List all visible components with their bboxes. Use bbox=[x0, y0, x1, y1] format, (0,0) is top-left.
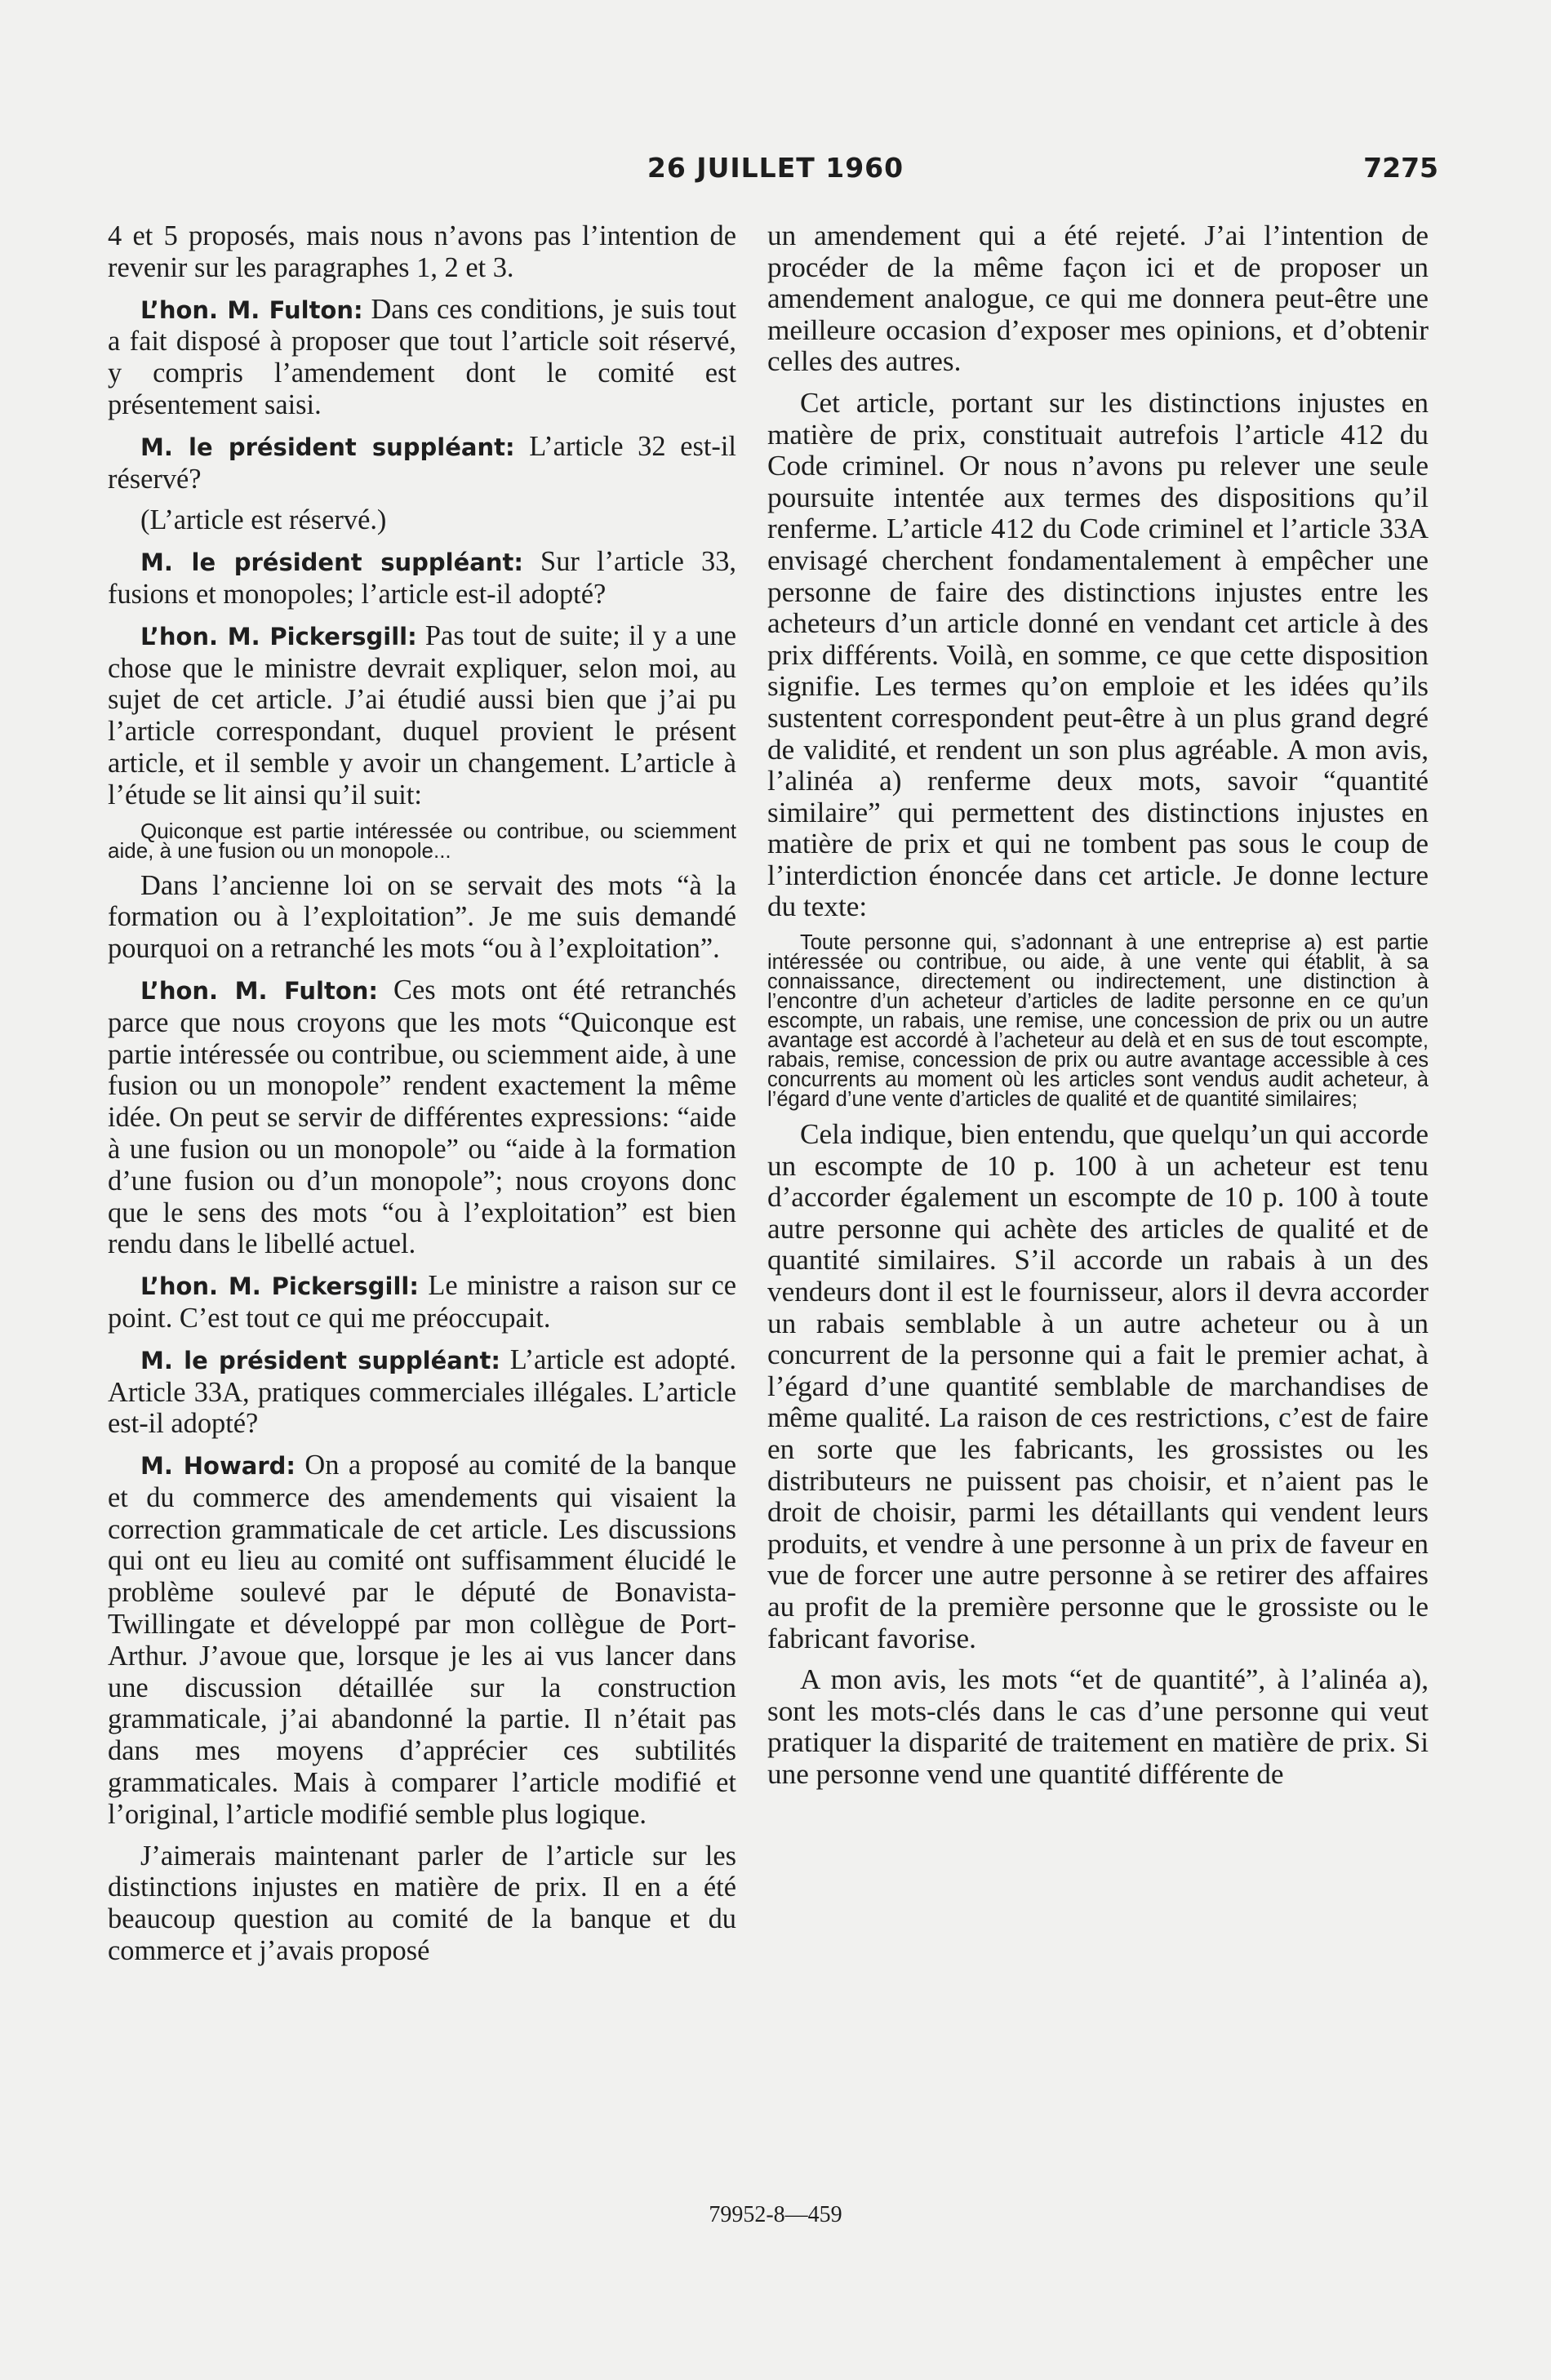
speaker-name: L’hon. M. Pickersgill: bbox=[140, 1272, 419, 1301]
paragraph: Cela indique, bien entendu, que quelqu’un qui accorde un escompte de 10 p. 100 à un acheteur est tenu d’accorder également un escompte de 10 p. 100 à toute autre personne qui achète des articles de qualité et de quantité similaires. S’il accorde un rabais à un des vendeurs dont il est le fournisseur, alors il devra accorder un rabais semblable à un autre acheteur ou à un concurrent de la personne qui a fait le premier achat, à l’égard d’une quantité semblable de marchandises de même qualité. La raison de ces restrictions, c’est de faire en sorte que les fabricants, les grossistes ou les distributeurs ne puissent pas choisir, et n’aient pas le droit de choisir, parmi les détaillants qui vendent leurs produits, et vendre à une personne à un prix de faveur en vue de forcer une autre personne à se retirer des affaires au profit de la première personne que le grossiste ou le fabricant favorise. bbox=[767, 1118, 1429, 1654]
paragraph bbox=[108, 975, 736, 1260]
speaker-name: M. Howard: bbox=[140, 1452, 296, 1481]
quoted-text: Toute personne qui, s’adonnant à une entreprise a) est partie intéressée ou contribue, ou aide, à une vente qui établit, à sa connaissance, directement ou indirectement, une distinction à l’encontre d’un acheteur d’articles de ladite personne en ce qu’un escompte, un rabais, une remise, une concession de prix ou un autre avantage est accordé à l’acheteur au delà et en sus de tout escompte, rabais, remise, concession de prix ou autre avantage accessible à ces concurrents au moment où les articles sont vendus audit acheteur, à l’égard d’une vente d’articles de qualité et de quantité similaires; bbox=[767, 931, 1429, 1112]
speech-text: Sur l’article 33, fusions et monopoles; l’article est-il adopté? bbox=[108, 546, 736, 610]
right-column bbox=[767, 220, 1429, 1801]
speaker-name: L’hon. M. Fulton: bbox=[140, 295, 363, 324]
left-column bbox=[108, 220, 736, 1977]
speaker-name: M. le président suppléant: bbox=[140, 548, 523, 577]
speaker-name: L’hon. M. Pickersgill: bbox=[140, 622, 417, 651]
speech-text: L’article est adopté. Article 33A, pratiques commerciales illégales. L’article est-il adopté? bbox=[108, 1343, 736, 1440]
speech-text: L’article 32 est-il réservé? bbox=[108, 430, 736, 495]
header-date: 26 JUILLET 1960 bbox=[647, 152, 904, 184]
speech-text: Pas tout de suite; il y a une chose que le ministre devrait expliquer, selon moi, au sujet de cet article. J’ai étudié aussi bien que j’ai pu l’article correspondant, duquel provient le présent article, et il semble y avoir un changement. L’article à l’étude se lit ainsi qu’il suit: bbox=[108, 619, 736, 810]
page-footer: 79952-8—459 bbox=[709, 2202, 842, 2227]
paragraph bbox=[108, 431, 736, 495]
page-number: 7275 bbox=[1363, 152, 1438, 184]
paragraph bbox=[108, 1344, 736, 1440]
speech-text: Le ministre a raison sur ce point. C’est tout ce qui me préoccupait. bbox=[108, 1270, 736, 1334]
speaker-name: M. le président suppléant: bbox=[140, 433, 515, 461]
speaker-name: L’hon. M. Fulton: bbox=[140, 976, 378, 1005]
paragraph: Dans l’ancienne loi on se servait des mots “à la formation ou à l’exploitation”. Je me suis demandé pourquoi on a retranché les mots “ou à l’exploitation”. bbox=[108, 869, 736, 965]
paragraph: A mon avis, les mots “et de quantité”, à l’alinéa a), sont les mots-clés dans le cas d’une personne qui veut pratiquer la disparité de traitement en matière de prix. Si une personne vend une quantité différente de bbox=[767, 1663, 1429, 1790]
paragraph bbox=[108, 620, 736, 811]
paragraph: 4 et 5 proposés, mais nous n’avons pas l’intention de revenir sur les paragraphes 1, 2 et 3. bbox=[108, 220, 736, 283]
speech-text: On a proposé au comité de la banque et du commerce des amendements qui visaient la correction grammaticale de cet article. Les discussions qui ont eu lieu au comité ont suffisamment élucidé le problème soulevé par le député de Bonavista-Twillingate et développé par mon collègue de Port-Arthur. J’avoue que, lorsque je les ai vus lancer dans une discussion détaillée sur la construction grammaticale, j’ai abandonné la partie. Il n’était pas dans mes moyens d’apprécier ces subtilités grammaticales. Mais à comparer l’article modifié et l’original, l’article modifié semble plus logique. bbox=[108, 1450, 737, 1830]
paragraph bbox=[108, 294, 736, 421]
paragraph bbox=[108, 1450, 736, 1831]
paragraph bbox=[108, 546, 736, 611]
paragraph bbox=[108, 1270, 736, 1334]
speech-text: Ces mots ont été retranchés parce que nous croyons que les mots “Quiconque est partie intéressée ou contribue, ou sciemment aide, à une fusion ou un monopole” rendent exactement la même idée. On peut se servir de différentes expressions: “aide à une fusion ou un monopole” ou “aide à la formation d’une fusion ou d’un monopole”; nous croyons donc que le sens des mots “ou à l’exploitation” est bien rendu dans le libellé actuel. bbox=[108, 974, 736, 1260]
speech-text: Dans ces conditions, je suis tout a fait disposé à proposer que tout l’article soit réservé, y compris l’amendement dont le comité est présentement saisi. bbox=[108, 293, 736, 420]
paragraph: un amendement qui a été rejeté. J’ai l’intention de procéder de la même façon ici et de proposer un amendement analogue, ce qui me donnera peut-être une meilleure occasion d’exposer mes opinions, et d’obtenir celles des autres. bbox=[767, 220, 1429, 378]
page-header bbox=[0, 152, 1551, 193]
paragraph: Cet article, portant sur les distinctions injustes en matière de prix, constituait autrefois l’article 412 du Code criminel. Or nous n’avons pu relever une seule poursuite intentée aux termes des dispositions qu’il renferme. L’article 412 du Code criminel et l’article 33A envisagé cherchent fondamentalement à empêcher une personne de faire des distinctions injustes entre les acheteurs d’un article donné en vendant cet article à des prix différents. Voilà, en somme, ce que cette disposition signifie. Les termes qu’on emploie et les idées qu’ils sustentent correspondent peut-être à un plus grand degré de validité, et rendent un son plus agréable. A mon avis, l’alinéa a) renferme deux mots, savoir “quantité similaire” qui permettent des distinctions injustes en matière de prix et qui ne tombent pas sous le coup de l’interdiction énoncée dans cet article. Je donne lecture du texte: bbox=[767, 386, 1429, 923]
paragraph: (L’article est réservé.) bbox=[140, 504, 387, 536]
quoted-text: Quiconque est partie intéressée ou contribue, ou sciemment aide, à une fusion ou un monopole... bbox=[108, 818, 736, 863]
speaker-name: M. le président suppléant: bbox=[140, 1346, 500, 1374]
paragraph: J’aimerais maintenant parler de l’article sur les distinctions injustes en matière de prix. Il en a été beaucoup question au comité de la banque et du commerce et j’avais proposé bbox=[108, 1840, 736, 1967]
